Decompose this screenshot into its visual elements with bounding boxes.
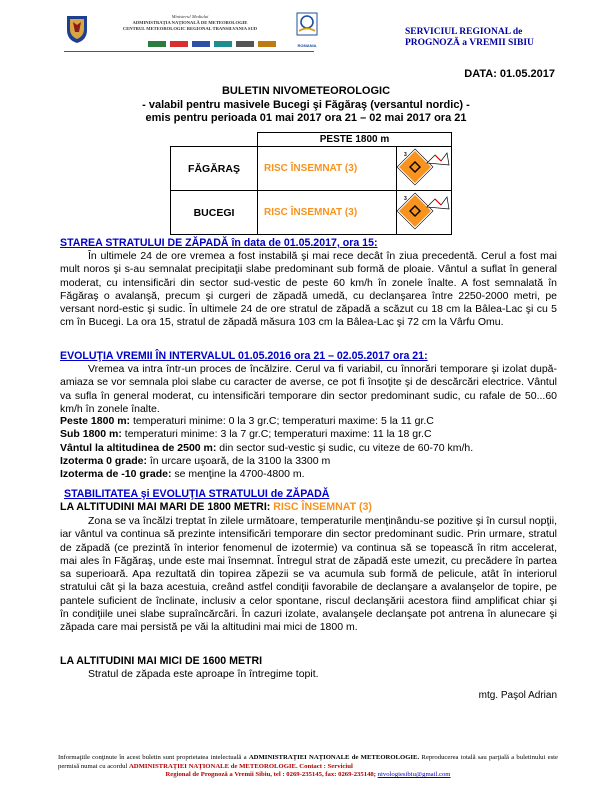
service-line-1: SERVICIUL REGIONAL de [405, 27, 523, 37]
above-1800-heading [60, 501, 372, 513]
footer-part2: Reproducerea totală sau parţială a buletinului este permisă numai cu acordul [58, 754, 559, 770]
line-label: Izoterma 0 grade: [60, 454, 147, 467]
line-value: temperaturi minime: 3 la 7 gr.C; temperaturi maxime: 11 la 18 gr.C [121, 428, 432, 441]
header-line-3: CENTRUL METEOROLOGIC REGIONAL TRANSILVANIA SUD [122, 26, 258, 31]
snow-state-paragraph [60, 250, 557, 330]
above-1800-text: Zona se va încălzi treptat în zilele următoare, temperaturile menţinându-se pozitive şi în cursul nopţii, iar vântul va continua să prezinte intensificări temporare din sector predominant sudic. Prin urmare, stratul de zăpadă (ce prezintă în interior fenomenul de izotermie) va continua să se topească în ritm accelerat, mai ales în Făgăraş, unde este mai însemnat. Întregul strat de zăpadă este umezit, cu precădere în partea sa superioară. Apa rezultată din topirea zăpezii se va acumula sub formă de pelicule, atât în interiorul stratului cât şi la baza acestuia, creând astfel condiţii favorabile de declanşare a avalanşelor de topire, pe pantele suficient de înclinate, inclusiv a celor spontane, riscul declanşării acestora fiind amplificat chiar şi în condiţiile unei slabe supraîncărcări. În cazuri izolate, avalanşele declanşate pot antrena în alunecare şi zăpada care mai persistă pe văi la altitudini mai mici de 1800 m. [60, 515, 557, 634]
service-line-2: PROGNOZĂ a VREMII SIBIU [405, 38, 534, 48]
risk-level-number: 3 [404, 152, 407, 158]
footer-part1-bold: ADMINISTRAŢIEI NAŢIONALE de METEOROLOGIE. [248, 754, 420, 761]
stability-heading: STABILITATEA şi EVOLUŢIA STRATULUI de ZĂPADĂ [64, 488, 330, 500]
footer-contact-line [58, 771, 558, 780]
line-label: Vântul la altitudinea de 2500 m: [60, 441, 217, 454]
line-value: se menţine la 4700-4800 m. [171, 468, 305, 481]
avalanche-danger-3-icon [397, 147, 451, 187]
risk-table [170, 132, 452, 235]
weather-heading: EVOLUŢIA VREMII ÎN INTERVALUL 01.05.2016 ora 21 – 02.05.2017 ora 21: [60, 350, 428, 362]
bulletin-subtitle: - valabil pentru masivele Bucegi şi Făgăraş (versantul nordic) - [142, 98, 470, 111]
bulletin-date: DATA: 01.05.2017 [464, 68, 555, 80]
snow-state-heading: STAREA STRATULUI DE ZĂPADĂ în data de 01.05.2017, ora 15: [60, 237, 378, 249]
line-value: în urcare uşoară, de la 3100 la 3300 m [146, 454, 331, 467]
temp-below-1800 [60, 428, 432, 441]
line-label: Peste 1800 m: [60, 415, 131, 427]
below-1600-paragraph [60, 668, 557, 681]
line-label: Sub 1800 m: [60, 428, 122, 441]
risk-row-fagaras [171, 147, 452, 191]
above-1800-label: LA ALTITUDINI MAI MARI DE 1800 METRI: [60, 501, 274, 513]
footer-part1: Informaţiile conţinute în acest buletin sunt proprietatea intelectuală a [58, 754, 249, 761]
footer-notice [58, 754, 558, 780]
footer-part2-bold: ADMINISTRAŢIEI NAŢIONALE de METEOROLOGIE. Contact : Serviciul [128, 762, 353, 770]
header-divider [64, 51, 314, 52]
anm-logo [296, 12, 318, 48]
weather-text: Vremea va intra într-un proces de încălzire. Cerul va fi variabil, cu înnorări temporare şi izolat după-amiaza se vor semnala ploi slabe cu caracter de averse, ce pot fi însoţite şi de descărcări electrice. Vântul va sufla în general moderat, cu intensificări temporare din sector predominant sudic, cu rafale de 50...60 km/h în zonele înalte. [60, 363, 557, 415]
massif-name: FĂGĂRAŞ [171, 147, 258, 191]
bulletin-title: BULETIN NIVOMETEOROLOGIC [221, 85, 391, 97]
above-1800-paragraph [60, 515, 557, 635]
footer-contact: Regional de Prognoză a Vremii Sibiu, tel : 0269-235145, fax: 0269-235148; [165, 771, 378, 779]
snow-state-text: În ultimele 24 de ore vremea a fost instabilă şi mai rece decât în ziua precedentă. Cerul a fost mai mult noros şi s-au semnalat precipitaţii slabe predominant sub formă de ploaie. Vântul a suflat în general moderat, cu intensificări din sector sud-vestic de peste 60 km/h în zonele înalte. A fost semnalată în Făgăraş o avalanşă, precum şi curgeri de zăpadă umedă, cu declanşarea între 2250-2000 metri, pe versant nord-estic şi sudic. În ultimele 24 de ore stratul de zăpadă a scăzut cu 18 cm la Bâlea-Lac şi cu 5 cm în Bucegi. La ora 15, stratul de zăpadă măsura 103 cm la Bâlea-Lac şi 72 cm la Vârfu Omu. [60, 250, 557, 329]
header-line-1: Ministerul Mediului [171, 14, 209, 19]
risk-table-empty-corner [171, 133, 258, 147]
risk-row-bucegi [171, 191, 452, 235]
risk-level: RISC ÎNSEMNAT (3) [258, 147, 397, 191]
risk-level: RISC ÎNSEMNAT (3) [258, 191, 397, 235]
line-value: din sector sud-vestic şi sudic, cu viteze de 60-70 km/h. [216, 441, 474, 454]
partner-logos-strip [148, 40, 288, 48]
below-1600-heading: LA ALTITUDINI MAI MICI DE 1600 METRI [60, 655, 263, 667]
weather-paragraph [60, 363, 557, 416]
risk-table-header: PESTE 1800 m [258, 133, 452, 147]
massif-name: BUCEGI [171, 191, 258, 235]
avalanche-danger-icon [397, 191, 452, 235]
anm-logo-label: ROMANIA [297, 43, 317, 48]
bulletin-period: emis pentru perioada 01 mai 2017 ora 21 – 02 mai 2017 ora 21 [145, 112, 467, 124]
anm-emblem-icon [296, 12, 318, 38]
avalanche-danger-icon [397, 147, 452, 191]
header-line-2: ADMINISTRAȚIA NAȚIONALĂ DE METEOROLOGIE [132, 20, 248, 25]
below-1600-text: Stratul de zăpada este aproape în întregime topit. [88, 668, 319, 680]
temp-above-1800 [60, 415, 434, 428]
romanian-government-logo [64, 14, 90, 44]
forecaster-signature: mtg. Paşol Adrian [478, 690, 557, 701]
avalanche-danger-3-icon [397, 191, 451, 231]
footer-email-link[interactable]: nivologiesibiu@gmail.com [377, 771, 451, 779]
isotherm-0 [60, 455, 330, 468]
service-name [405, 27, 575, 49]
line-label: Izoterma de -10 grade: [60, 468, 172, 481]
header-institution-lines [100, 14, 280, 32]
above-1800-risk: RISC ÎNSEMNAT (3) [273, 501, 372, 513]
isotherm-minus-10 [60, 468, 305, 481]
wind-2500 [60, 442, 473, 455]
line-value: temperaturi minime: 0 la 3 gr.C; temperaturi maxime: 5 la 11 gr.C [130, 415, 434, 427]
risk-level-number: 3 [404, 196, 407, 202]
